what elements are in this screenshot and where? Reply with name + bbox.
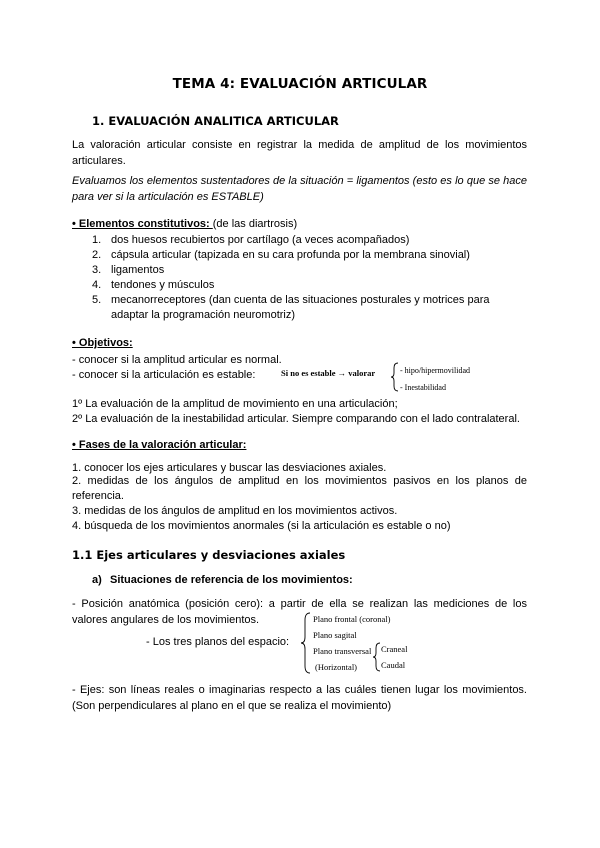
fase-item: 3. medidas de los ángulos de amplitud en los movimientos activos.	[72, 505, 398, 517]
objetivo-line: - conocer si la articulación es estable:	[72, 369, 256, 381]
intro-paragraph: La valoración articular consiste en registrar la medida de amplitud de los movimientos articulares.	[72, 139, 527, 167]
plano-item: Plano sagital	[313, 630, 357, 640]
objetivo-line: 2º La evaluación de la inestabilidad articular. Siempre comparando con el lado contralateral.	[72, 413, 520, 425]
list-text: ligamentos	[111, 264, 165, 276]
list-number: 4.	[92, 279, 102, 291]
objetivo-line: 1º La evaluación de la amplitud de movimiento en una articulación;	[72, 398, 398, 410]
sub-a-heading: Situaciones de referencia de los movimientos:	[110, 574, 353, 586]
list-text: mecanorreceptores (dan cuenta de las situaciones posturales y motrices para adaptar la programación neuromotriz)	[111, 294, 490, 321]
stability-option: - hipo/hipermovilidad	[400, 366, 470, 375]
brace-icon	[390, 362, 400, 392]
elementos-heading: • Elementos constitutivos:	[72, 218, 213, 230]
stability-diagram-lead: Si no es estable → valorar	[281, 368, 376, 378]
ejes-paragraph: - Ejes: son líneas reales o imaginarias respecto a las cuáles tienen lugar los movimientos. (Son perpendiculares al plano en el que se realiza el movimiento)	[72, 684, 527, 712]
plano-direction: Caudal	[381, 660, 406, 670]
list-number: 2.	[92, 249, 102, 261]
list-number: 3.	[92, 264, 102, 276]
fases-heading: • Fases de la valoración articular:	[72, 439, 247, 451]
elementos-heading-suffix: (de las diartrosis)	[212, 218, 298, 230]
list-text: dos huesos recubiertos por cartílago (a veces acompañados)	[111, 234, 410, 246]
fase-item: 1. conocer los ejes articulares y buscar las desviaciones axiales.	[72, 462, 387, 474]
plano-item: Plano transversal	[313, 646, 372, 656]
sub-a-label: a)	[92, 574, 102, 586]
plano-direction: Craneal	[381, 644, 408, 654]
subsection-heading: 1.1 Ejes articulares y desviaciones axiales	[72, 548, 346, 562]
stability-option: - Inestabilidad	[400, 383, 446, 392]
section-heading: 1. EVALUACIÓN ANALITICA ARTICULAR	[92, 114, 339, 128]
italic-note: Evaluamos los elementos sustentadores de la situación = ligamentos (esto es lo que se hace para ver si la articulación es ESTABLE)	[72, 175, 527, 203]
fase-item: 2. medidas de los ángulos de amplitud en los movimientos pasivos en los planos de referencia.	[72, 475, 527, 502]
list-text: tendones y músculos	[111, 279, 215, 291]
objetivos-heading: • Objetivos:	[72, 337, 133, 349]
fase-item: 4. búsqueda de los movimientos anormales (si la articulación es estable o no)	[72, 520, 451, 532]
page-title: TEMA 4: EVALUACIÓN ARTICULAR	[172, 76, 428, 92]
list-text: cápsula articular (tapizada en su cara profunda por la membrana sinovial)	[111, 249, 470, 261]
brace-icon	[300, 612, 312, 674]
planos-label: - Los tres planos del espacio:	[146, 636, 290, 648]
plano-item: (Horizontal)	[315, 662, 358, 672]
elementos-heading-line	[72, 216, 297, 232]
plano-item: Plano frontal (coronal)	[313, 614, 391, 624]
list-number: 1.	[92, 234, 102, 246]
objetivo-line: - conocer si la amplitud articular es normal.	[72, 354, 282, 366]
list-number: 5.	[92, 294, 102, 306]
posicion-paragraph: - Posición anatómica (posición cero): a partir de ella se realizan las mediciones de los valores angulares de los movimientos.	[72, 598, 527, 626]
